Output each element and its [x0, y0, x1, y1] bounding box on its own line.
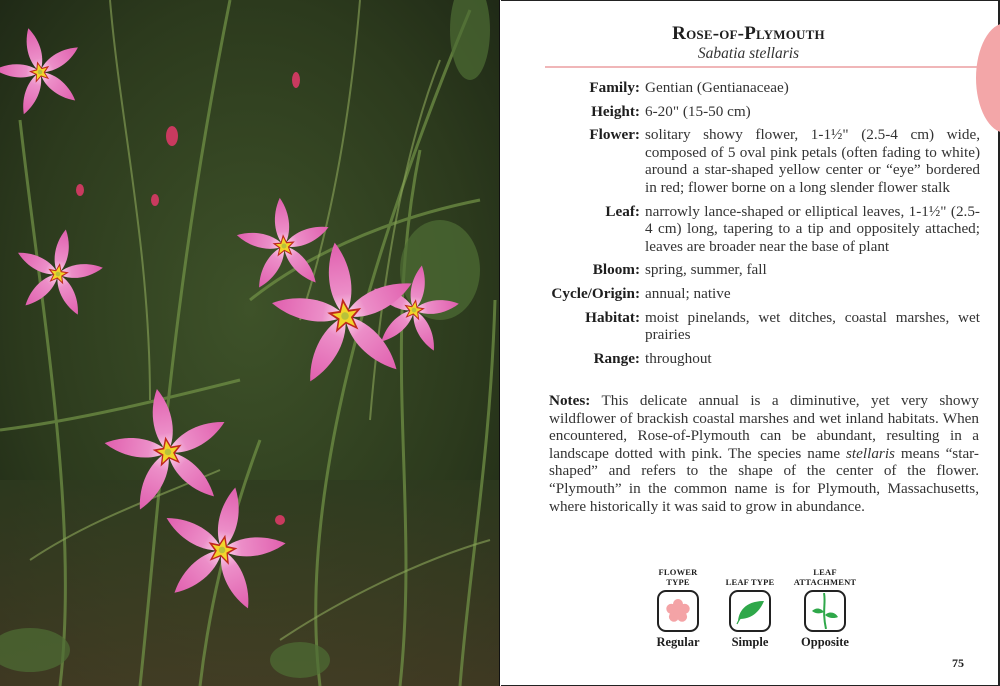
fact-habitat — [545, 309, 980, 344]
fact-label: Height: — [591, 102, 640, 120]
notes-text-1: This delicate annual is a diminutive, yet very showy wildflower of brackish coastal marshes and wet inland habitats. When encountered, Rose-of-Plymouth can be abundant, resulting in a landscape dotted with pink. The species name — [549, 392, 979, 462]
icon-caption: Regular — [656, 635, 700, 649]
fact-value: annual; native — [645, 284, 731, 302]
fact-label: Cycle/Origin: — [551, 284, 640, 302]
fact-label: Range: — [593, 349, 640, 367]
notes-italic: stellaris — [846, 444, 895, 462]
fact-label: Bloom: — [592, 261, 640, 279]
leaf-type-icon-group — [715, 567, 785, 650]
fact-cycle-origin — [545, 285, 980, 303]
fact-range — [545, 350, 980, 368]
fact-height — [545, 103, 980, 121]
fact-flower — [545, 126, 980, 196]
fact-value: spring, summer, fall — [645, 261, 767, 279]
identification-icons — [643, 567, 873, 657]
fact-value: Gentian (Gentianaceae) — [645, 79, 789, 96]
fact-value: throughout — [645, 349, 712, 367]
fact-leaf — [545, 203, 980, 256]
notes-paragraph — [549, 392, 979, 515]
icon-heading: LEAF TYPE — [725, 576, 775, 587]
page-number: 75 — [952, 656, 964, 670]
flower-type-icon-group — [643, 567, 713, 650]
notes-label: Notes: — [549, 392, 591, 409]
fact-list — [545, 79, 980, 373]
fact-value: solitary showy flower, 1-1½" (2.5-4 cm) wide, composed of 5 oval pink petals (often fading to white) around a star-shaped yellow center or “eye” bordered in red; flower borne on a long slender flower stalk — [645, 126, 980, 196]
title-divider — [545, 66, 977, 68]
fact-family — [545, 79, 980, 97]
fact-value: 6-20" (15-50 cm) — [645, 102, 751, 120]
common-name: Rose-of-Plymouth — [672, 23, 825, 44]
fact-bloom — [545, 261, 980, 279]
icon-heading: LEAF ATTACHMENT — [793, 567, 857, 587]
simple-leaf-icon — [729, 590, 771, 632]
fact-label: Family: — [589, 79, 640, 96]
regular-flower-icon — [657, 590, 699, 632]
scientific-name: Sabatia stellaris — [697, 45, 800, 62]
leaf-attachment-icon-group — [790, 567, 860, 650]
fact-label: Leaf: — [605, 202, 640, 220]
fact-label: Flower: — [589, 126, 640, 144]
text-page — [501, 0, 1000, 686]
icon-caption: Simple — [731, 635, 769, 649]
species-title — [545, 23, 952, 63]
fact-value: narrowly lance-shaped or elliptical leaves, 1-1½" (2.5-4 cm) long, tapering to a tip and oppositely attached; leaves are broader near the base of plant — [645, 202, 980, 255]
opposite-leaf-icon — [804, 590, 846, 632]
fact-label: Habitat: — [585, 308, 640, 326]
notes-text-2: means “star-shaped” and refers to the shape of the center of the flower. “Plymouth” in the common name is for Plymouth, Massachusetts, where historically it was said to grow in abundance. — [549, 444, 979, 515]
icon-heading: FLOWER TYPE — [658, 567, 698, 587]
fact-value: moist pinelands, wet ditches, coastal marshes, wet prairies — [645, 308, 980, 344]
icon-caption: Opposite — [801, 635, 849, 649]
